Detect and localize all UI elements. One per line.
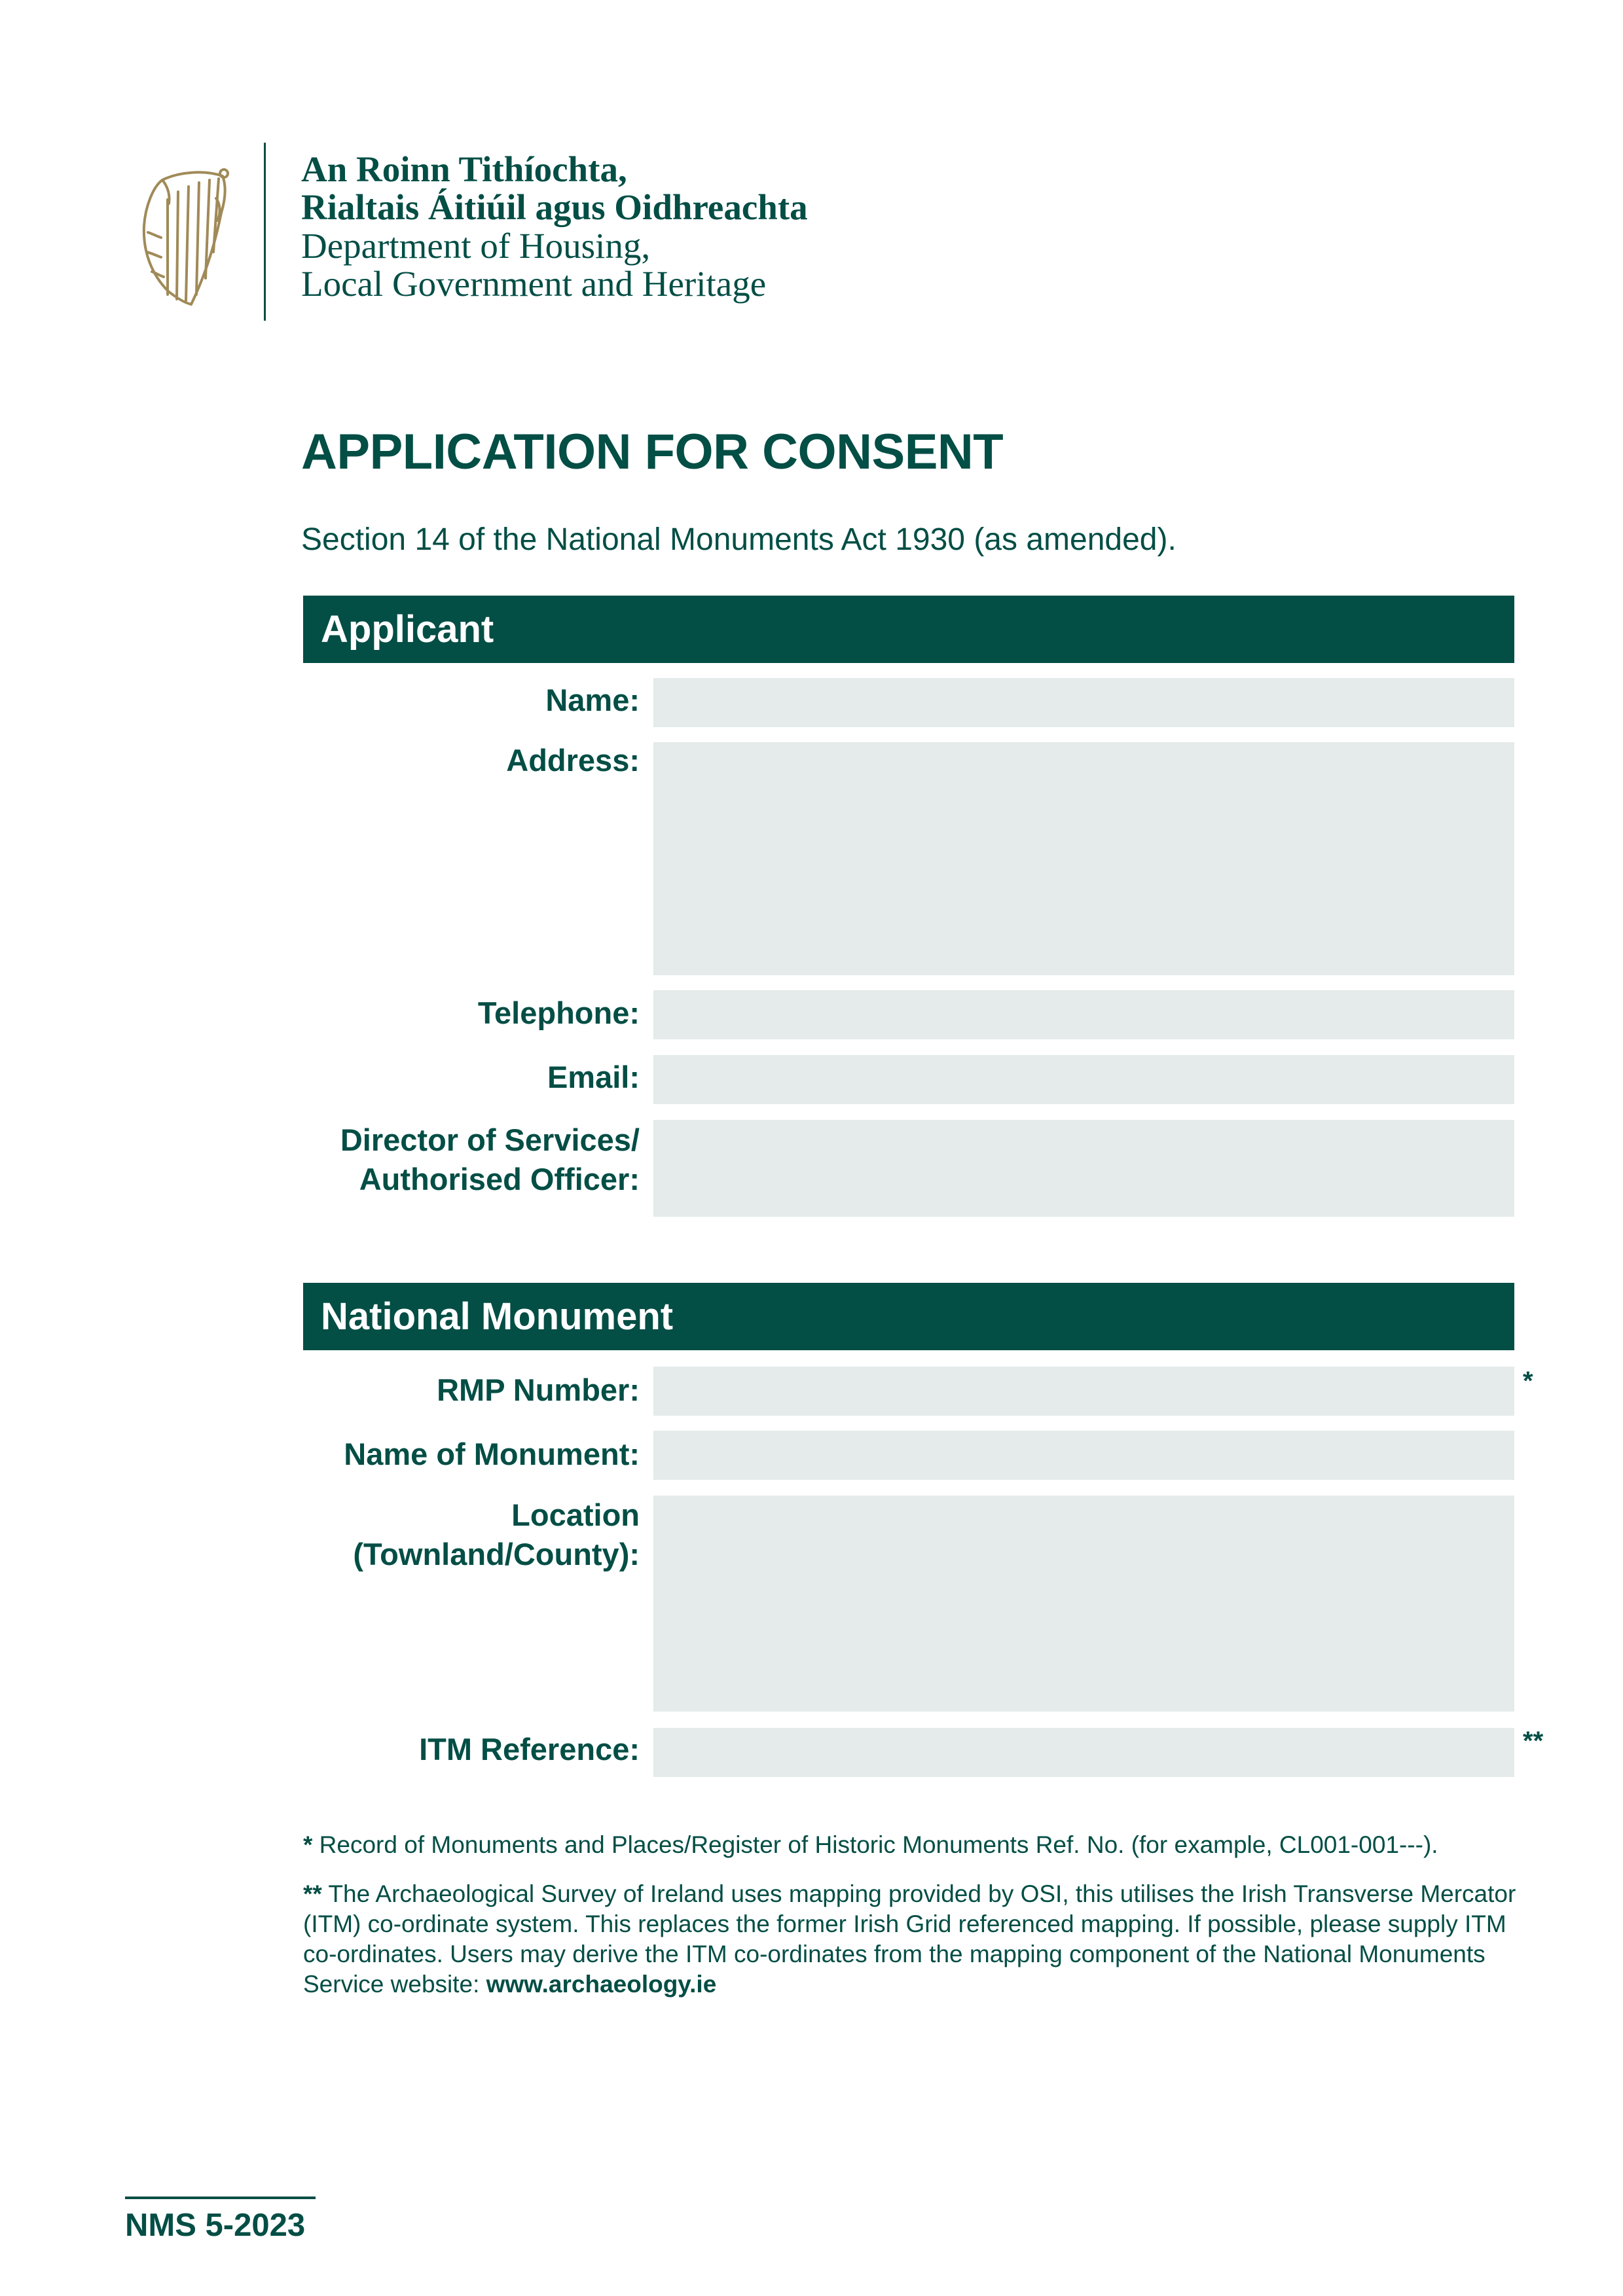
email-label: Email: [547,1060,640,1094]
archaeology-website-link[interactable]: www.archaeology.ie [486,1971,717,1998]
name-label: Name: [545,683,640,717]
location-label-line1: Location [511,1498,640,1532]
rmp-footnote-marker: * [1523,1367,1533,1395]
form-code: NMS 5-2023 [125,2208,306,2243]
location-label-line2: (Townland/County): [353,1537,640,1571]
department-name-irish-line2: Rialtais Áitiúil agus Oidhreachta [301,187,808,227]
footnote-itm-text: The Archaeological Survey of Ireland uses mapping provided by OSI, this utilises the Irish Transverse Mercator (ITM) co-ordinate system. This replaces the former Irish Grid referenced mapping. If possible, please supply ITM co-ordinates. Users may derive the ITM co-ordinates from the mapping component of the National Monuments Service website: [303,1880,1516,1998]
telephone-input[interactable] [653,990,1514,1039]
header-divider [264,143,266,321]
email-input[interactable] [653,1055,1514,1104]
department-name-english-line1: Department of Housing, [301,226,651,266]
national-monument-section-heading: National Monument [303,1283,1514,1350]
director-label-line2: Authorised Officer: [359,1162,640,1196]
rmp-number-input[interactable] [653,1367,1514,1416]
itm-footnote-marker: ** [1523,1727,1544,1755]
monument-name-input[interactable] [653,1431,1514,1480]
monument-name-label: Name of Monument: [344,1437,640,1471]
footnote-rmp-marker: * [303,1831,313,1858]
footnote-rmp [303,1830,1521,1860]
harp-emblem-icon [139,160,232,306]
footer-divider [125,2197,316,2199]
location-textarea[interactable] [653,1496,1514,1712]
telephone-label: Telephone: [477,996,640,1030]
address-textarea[interactable] [653,742,1514,975]
applicant-section-heading: Applicant [303,596,1514,663]
itm-reference-input[interactable] [653,1728,1514,1777]
footnote-rmp-text: Record of Monuments and Places/Register of Historic Monuments Ref. No. (for example, CL001-001---). [312,1831,1438,1858]
itm-reference-label: ITM Reference: [419,1732,640,1767]
footnote-itm [303,1879,1521,2000]
director-label-line1: Director of Services/ [340,1122,640,1157]
page-subtitle: Section 14 of the National Monuments Act 1930 (as amended). [301,522,1176,557]
rmp-number-label: RMP Number: [437,1372,640,1407]
department-name-irish-line1: An Roinn Tithíochta, [301,149,627,189]
footnote-itm-marker: ** [303,1880,322,1907]
page-title: APPLICATION FOR CONSENT [301,424,1004,480]
name-input[interactable] [653,678,1514,727]
director-authorised-officer-textarea[interactable] [653,1120,1514,1217]
address-label: Address: [506,743,640,778]
department-name-english-line2: Local Government and Heritage [301,264,767,304]
